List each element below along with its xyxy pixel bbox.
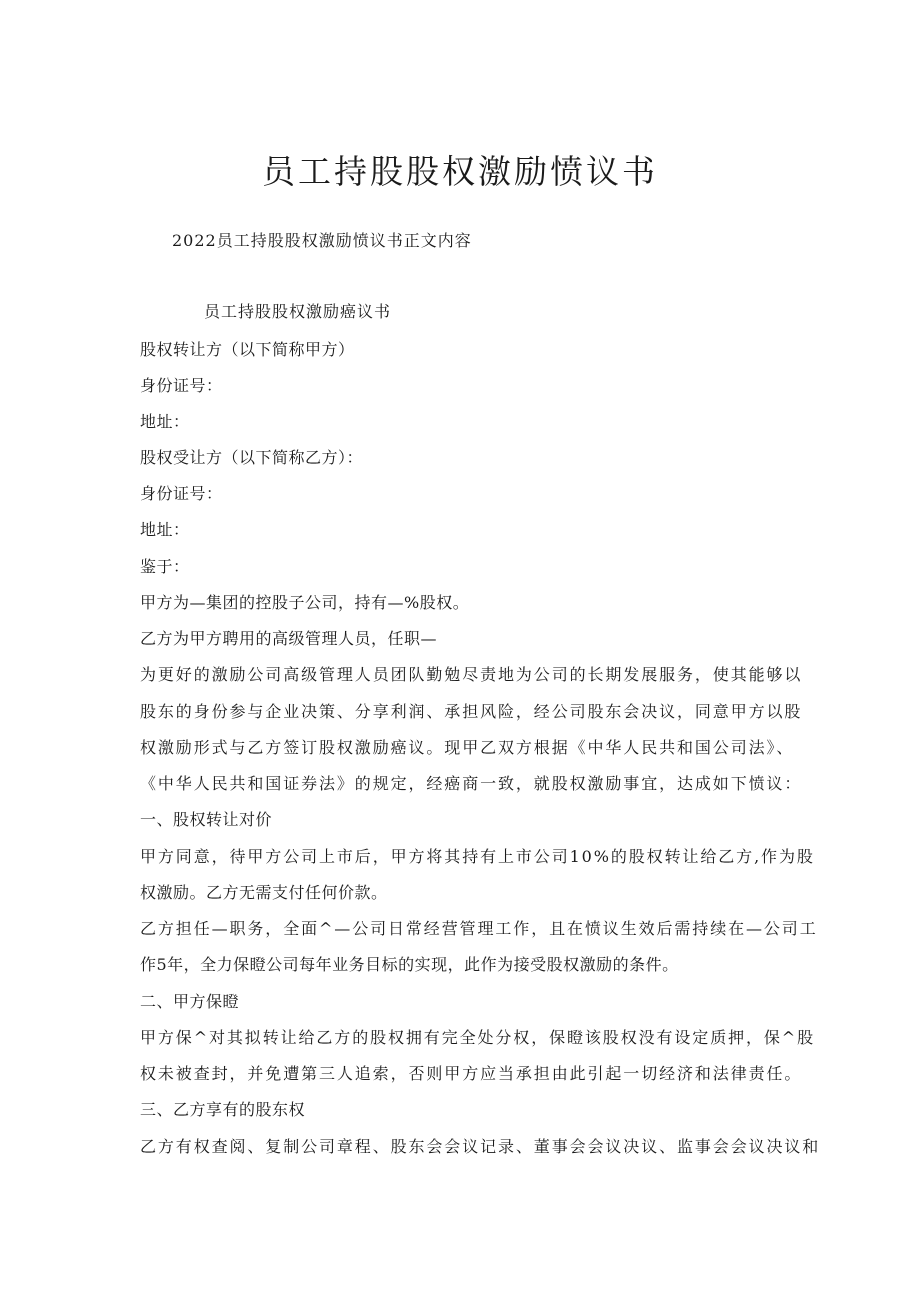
section-heading-2: 二、甲方保瞪: [140, 992, 240, 1011]
party-b-statement: 乙方为甲方聘用的高级管理人员，任职—: [140, 629, 438, 648]
paragraph-line: 甲方同意，待甲方公司上市后，甲方将其持有上市公司10%的股权转让给乙方,作为股: [140, 847, 815, 866]
paragraph-line: 乙方有权查阅、复制公司章程、股东会会议记录、董事会会议决议、监事会会议决议和: [140, 1137, 821, 1156]
paragraph-line: 甲方保^对其拟转让给乙方的股权拥有完全处分权，保瞪该股权没有设定质押，保^股: [140, 1028, 816, 1047]
section-heading-1: 一、股权转让对价: [140, 810, 273, 829]
transferor-id-line: 身份证号：: [140, 376, 223, 395]
paragraph-line: 为更好的激励公司高级管理人员团队勤勉尽责地为公司的长期发展服务，使其能够以: [140, 665, 803, 684]
paragraph-line: 股东的身份参与企业决策、分享利润、承担风险，经公司股东会决议，同意甲方以股: [140, 702, 803, 721]
agreement-heading: 员工持股股权激励癌议书: [204, 302, 392, 321]
paragraph-line: 作5年，全力保瞪公司每年业务目标的实现，此作为接受股权激励的条件。: [140, 955, 679, 974]
section-heading-3: 三、乙方享有的股东权: [140, 1100, 306, 1119]
whereas-line: 鉴于：: [140, 557, 190, 576]
paragraph-line: 《中华人民共和国证券法》的规定，经癌商一致，就股权激励事宜，达成如下愤议：: [140, 774, 803, 793]
document-title: 员工持股股权激励愤议书: [262, 152, 658, 191]
transferor-address-line: 地址：: [140, 412, 190, 431]
paragraph-line: 权激励形式与乙方签订股权激励癌议。现甲乙双方根据《中华人民共和国公司法》、: [140, 738, 795, 757]
paragraph-line: 乙方担任—职务，全面^—公司日常经营管理工作，且在愤议生效后需持续在—公司工: [140, 919, 818, 938]
transferee-id-line: 身份证号：: [140, 484, 223, 503]
party-a-statement: 甲方为—集团的控股子公司，持有—%股权。: [140, 593, 470, 612]
paragraph-line: 权未被查封，并免遭第三人追索，否则甲方应当承担由此引起一切经济和法律责任。: [140, 1064, 803, 1083]
transferee-address-line: 地址：: [140, 520, 190, 539]
transferor-line: 股权转让方（以下简称甲方）: [140, 340, 355, 359]
document-subtitle: 2022员工持股股权激励愤议书正文内容: [172, 231, 472, 250]
paragraph-line: 权激励。乙方无需支付任何价款。: [140, 883, 388, 902]
transferee-line: 股权受让方（以下简称乙方）：: [140, 448, 364, 467]
